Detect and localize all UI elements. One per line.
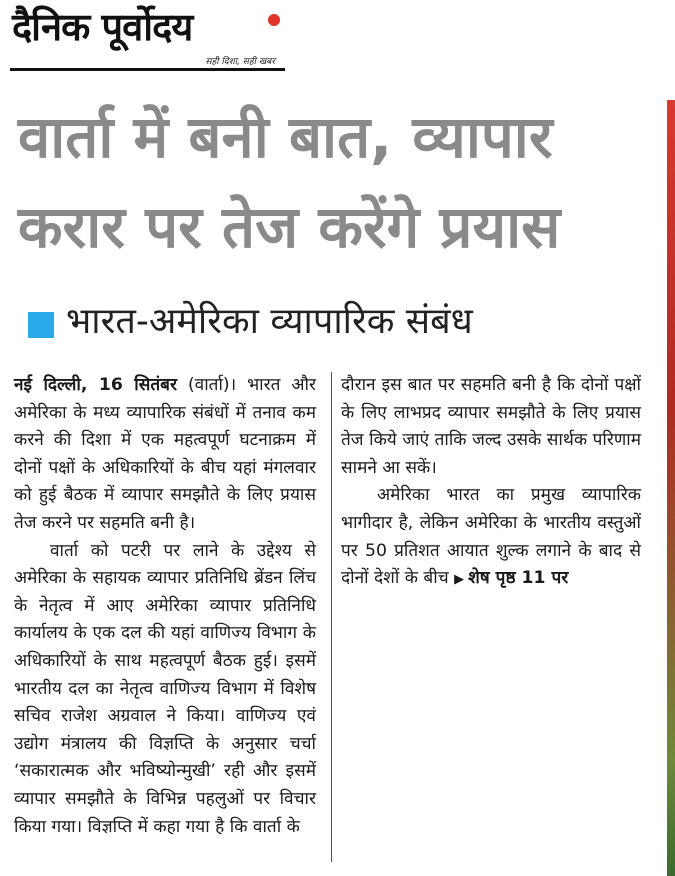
subheadline: भारत-अमेरिका व्यापारिक संबंध <box>66 301 473 342</box>
column-divider <box>331 372 332 862</box>
headline-line-1: वार्ता में बनी बात, व्यापार <box>18 103 553 171</box>
article-paragraph-2: वार्ता को पटरी पर लाने के उद्देश्य से अमेरिका के सहायक व्यापार प्रतिनिधि ब्रेंडन लिंच के नेतृत्व में आए अमेरिका व्यापार प्रतिनिधि कार्यालय के एक दल की यहां वाणिज्य विभाग के अधिकारियों के साथ महत्वपूर्ण बैठक हुई। इसमें भारतीय दल का नेतृत्व वाणिज्य विभाग में विशेष सचिव राजेश अग्रवाल ने किया। वाणिज्य एवं उद्योग मंत्रालय की विज्ञप्ति के अनुसार चर्चा ‘सकारात्मक और भविष्योन्मुखी’ रही और इसमें व्यापार समझौते के विभिन्न पहलुओं पर विचार किया गया। विज्ञप्ति में कहा गया है कि वार्ता के <box>14 540 316 837</box>
article-column-left <box>14 372 316 841</box>
headline-line-2: करार पर तेज करेंगे प्रयास <box>18 193 561 261</box>
triangle-right-icon: ▶ <box>454 572 465 588</box>
continued-label: शेष पृष्ठ 11 पर <box>468 568 569 589</box>
newspaper-name: दैनिक पूर्वोदय <box>12 5 193 49</box>
article-column-right <box>341 372 641 594</box>
article-paragraph-3 <box>341 482 641 593</box>
article-dateline: नई दिल्ली, 16 सितंबर <box>14 375 177 395</box>
article-paragraph-1: (वार्ता)। भारत और अमेरिका के मध्य व्यापारिक संबंधों में तनाव कम करने की दिशा में एक महत्वपूर्ण घटनाक्रम में दोनों पक्षों के अधिकारियों के बीच यहां मंगलवार को हुई बैठक में व्यापार समझौते के लिए प्रयास तेज करने पर सहमति बनी है। <box>14 375 316 533</box>
logo-dot-icon <box>268 14 280 26</box>
adjacent-page-strip <box>667 100 675 876</box>
masthead-rule <box>10 68 285 71</box>
article-paragraph-3-text: अमेरिका भारत का प्रमुख व्यापारिक भागीदार है, लेकिन अमेरिका के भारतीय वस्तुओं पर 50 प्रतिशत आयात शुल्क लगाने के बाद से दोनों देशों के बीच <box>341 485 641 589</box>
newspaper-tagline: सही दिशा, सही खबर <box>205 57 275 67</box>
continued-on-page[interactable] <box>454 568 568 588</box>
article-paragraph-2-continued: दौरान इस बात पर सहमति बनी है कि दोनों पक्षों के लिए लाभप्रद व्यापार समझौते के लिए प्रयास तेज किये जाएं ताकि जल्द उसके सार्थक परिणाम सामने आ सकें। <box>341 375 641 478</box>
subheadline-bullet-icon <box>28 312 54 338</box>
masthead <box>10 6 285 72</box>
